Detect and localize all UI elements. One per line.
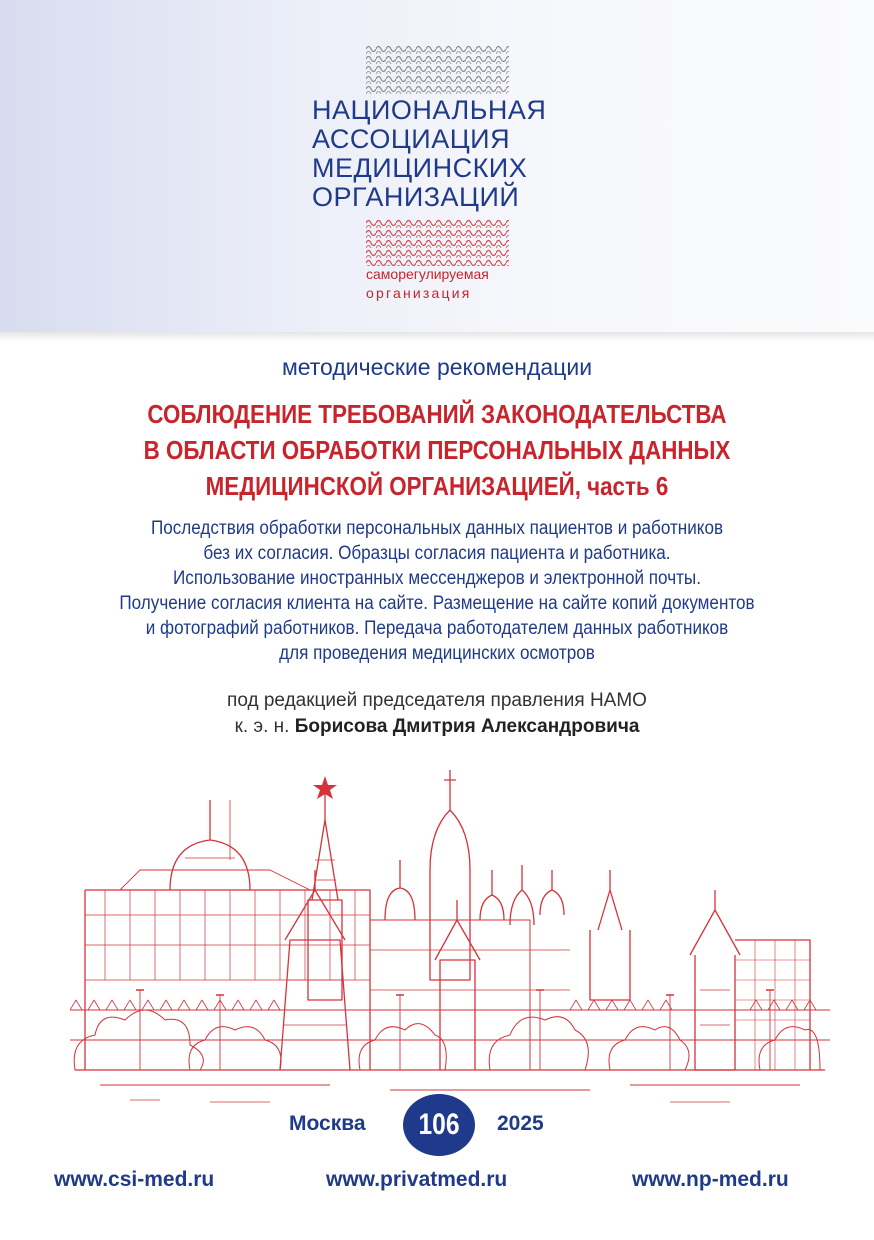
issue-number: 106 [418,1108,460,1141]
org-name-line: НАЦИОНАЛЬНАЯ [312,95,547,125]
org-name-line: МЕДИЦИНСКИХ [312,153,528,183]
subtitle-line: без их согласия. Образцы согласия пациента и работника. [203,543,671,564]
editor-name: Борисова Дмитрия Александровича [294,716,640,737]
title-line: В ОБЛАСТИ ОБРАБОТКИ ПЕРСОНАЛЬНЫХ ДАННЫХ [143,435,731,465]
issue-number-badge [403,1094,475,1156]
document-subtitle [62,516,813,666]
org-name-line: АССОЦИАЦИЯ [312,124,511,154]
kremlin-illustration [70,740,830,1110]
website-link[interactable]: www.privatmed.ru [326,1168,508,1191]
editor-degree: к. э. н. [234,716,290,737]
subtitle-line: Использование иностранных мессенджеров и электронной почты. [173,568,701,589]
document-title [96,396,779,504]
document-type: методические рекомендации [281,354,593,380]
editor-name-line [0,716,874,738]
subtitle-line: Последствия обработки персональных данных пациентов и работников [150,518,724,539]
city-label: Москва [289,1112,366,1135]
editor-line: под редакцией председателя правления НАМО [227,690,647,711]
title-line: МЕДИЦИНСКОЙ ОРГАНИЗАЦИЕЙ, часть 6 [205,471,669,501]
org-name [312,96,572,212]
header-band-shadow [0,332,874,342]
subtitle-line: для проведения медицинских осмотров [279,643,595,664]
org-name-line: ОРГАНИЗАЦИЙ [312,182,520,212]
sro-label: саморегулируемая [366,266,489,282]
title-line: СОБЛЮДЕНИЕ ТРЕБОВАНИЙ ЗАКОНОДАТЕЛЬСТВА [147,399,727,429]
subtitle-line: Получение согласия клиента на сайте. Размещение на сайте копий документов [119,593,755,614]
year-label: 2025 [497,1112,544,1135]
logo-pattern-top [366,44,509,96]
sro-label-2: организация [366,285,472,301]
logo-pattern-bottom [366,218,509,266]
website-link[interactable]: www.csi-med.ru [54,1168,215,1191]
website-link[interactable]: www.np-med.ru [632,1168,789,1191]
subtitle-line: и фотографий работников. Передача работодателем данных работников [145,618,729,639]
